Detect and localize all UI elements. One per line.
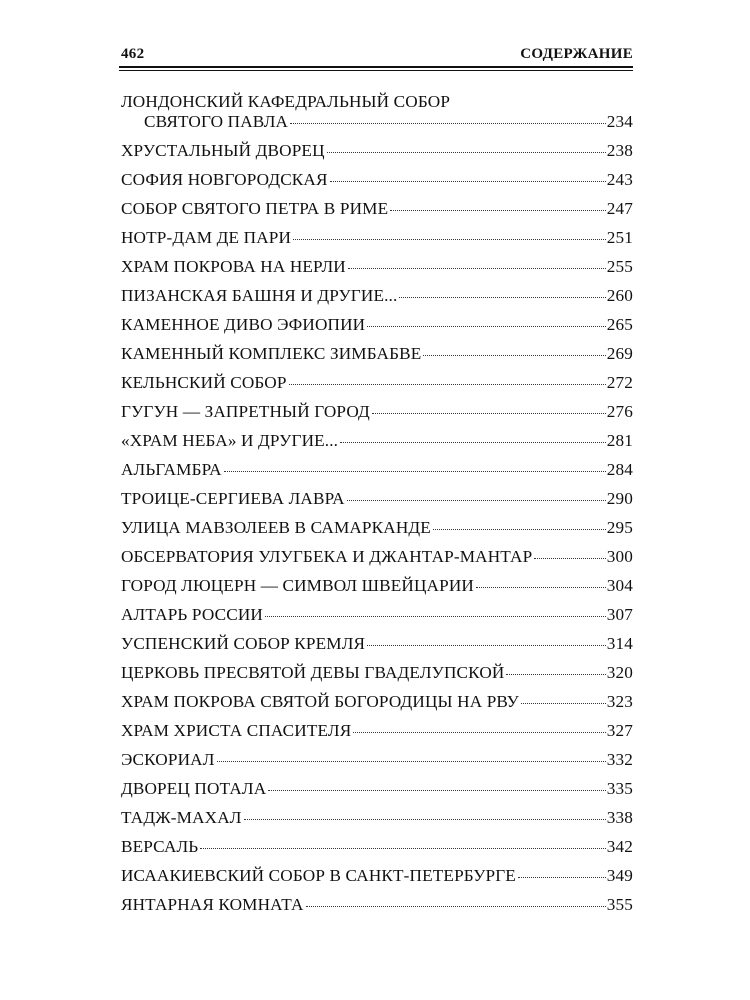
toc-entry-line [121, 634, 633, 654]
toc-entry-title: ЭСКОРИАЛ [121, 750, 215, 769]
toc-dot-leader [217, 760, 606, 762]
toc-dot-leader [367, 644, 606, 646]
toc-entry-title: ИСААКИЕВСКИЙ СОБОР В САНКТ-ПЕТЕРБУРГЕ [121, 866, 516, 885]
header-rule-thick [119, 66, 633, 68]
toc-entry-page: 304 [606, 576, 633, 595]
toc-entry [121, 286, 633, 306]
toc-entry-title: СОФИЯ НОВГОРОДСКАЯ [121, 170, 328, 189]
toc-dot-leader [244, 818, 606, 820]
toc-entry-page: 307 [606, 605, 633, 624]
toc-entry-page: 234 [606, 112, 633, 131]
toc-entry-page: 251 [606, 228, 633, 247]
toc-entry-line [121, 663, 633, 683]
toc-dot-leader [372, 412, 606, 414]
toc-entry-page: 260 [606, 286, 633, 305]
toc-entry [121, 808, 633, 828]
toc-dot-leader [293, 238, 606, 240]
toc-entry-line [121, 721, 633, 741]
toc-entry-line [121, 199, 633, 219]
toc-entry-page: 272 [606, 373, 633, 392]
toc-dot-leader [224, 470, 606, 472]
toc-dot-leader [330, 180, 606, 182]
toc-entry-title: ПИЗАНСКАЯ БАШНЯ И ДРУГИЕ... [121, 286, 398, 305]
toc-entry-title: ЯНТАРНАЯ КОМНАТА [121, 895, 304, 914]
toc-entry-page: 295 [606, 518, 633, 537]
toc-entry-page: 300 [606, 547, 633, 566]
table-of-contents [121, 92, 633, 915]
toc-entry-page: 265 [606, 315, 633, 334]
toc-dot-leader [306, 905, 606, 907]
toc-entry-title: КАМЕННОЕ ДИВО ЭФИОПИИ [121, 315, 366, 334]
toc-entry [121, 692, 633, 712]
toc-dot-leader [327, 151, 606, 153]
toc-dot-leader [340, 441, 606, 443]
toc-dot-leader [423, 354, 605, 356]
toc-dot-leader [518, 876, 606, 878]
toc-dot-leader [476, 586, 606, 588]
toc-entry-line [121, 750, 633, 770]
toc-entry-page: 255 [606, 257, 633, 276]
toc-entry-title: АЛЬГАМБРА [121, 460, 222, 479]
toc-dot-leader [367, 325, 606, 327]
toc-dot-leader [534, 557, 605, 559]
toc-dot-leader [200, 847, 605, 849]
toc-entry-line [121, 315, 633, 335]
toc-entry-line [121, 141, 633, 161]
toc-dot-leader [390, 209, 606, 211]
toc-entry [121, 779, 633, 799]
toc-entry-line [121, 779, 633, 799]
toc-entry [121, 547, 633, 567]
toc-entry-page: 314 [606, 634, 633, 653]
toc-entry-page: 281 [606, 431, 633, 450]
toc-entry-line [121, 605, 633, 625]
toc-entry-title: АЛТАРЬ РОССИИ [121, 605, 263, 624]
toc-entry [121, 431, 633, 451]
toc-entry [121, 199, 633, 219]
toc-entry-line [121, 402, 633, 422]
toc-entry-title: СВЯТОГО ПАВЛА [144, 112, 289, 131]
toc-entry-title: ВЕРСАЛЬ [121, 837, 199, 856]
toc-dot-leader [399, 296, 605, 298]
toc-entry-line [121, 373, 633, 393]
toc-entry [121, 866, 633, 886]
toc-entry-title: ХРАМ ПОКРОВА НА НЕРЛИ [121, 257, 346, 276]
toc-entry-page: 355 [606, 895, 633, 914]
toc-entry [121, 257, 633, 277]
toc-entry-title: КЕЛЬНСКИЙ СОБОР [121, 373, 287, 392]
toc-entry-line [121, 170, 633, 190]
toc-entry-title: НОТР-ДАМ ДЕ ПАРИ [121, 228, 292, 247]
toc-entry-line [121, 228, 633, 248]
toc-entry-line [121, 692, 633, 712]
toc-entry-line [121, 895, 633, 915]
running-title: СОДЕРЖАНИЕ [520, 46, 633, 62]
toc-entry-line [121, 286, 633, 306]
toc-entry-title: УСПЕНСКИЙ СОБОР КРЕМЛЯ [121, 634, 366, 653]
toc-entry-line [121, 431, 633, 451]
toc-entry-title: ХРАМ ХРИСТА СПАСИТЕЛЯ [121, 721, 352, 740]
toc-entry-page: 323 [606, 692, 633, 711]
toc-dot-leader [348, 267, 606, 269]
toc-entry-line [121, 547, 633, 567]
toc-dot-leader [268, 789, 606, 791]
toc-entry-page: 243 [606, 170, 633, 189]
toc-entry-line [121, 489, 633, 509]
toc-entry-page: 276 [606, 402, 633, 421]
toc-dot-leader [433, 528, 606, 530]
toc-entry-title: СОБОР СВЯТОГО ПЕТРА В РИМЕ [121, 199, 389, 218]
toc-entry-title: ХРУСТАЛЬНЫЙ ДВОРЕЦ [121, 141, 325, 160]
toc-entry-page: 238 [606, 141, 633, 160]
header-rule-thin [119, 70, 633, 71]
toc-entry-title: УЛИЦА МАВЗОЛЕЕВ В САМАРКАНДЕ [121, 518, 431, 537]
toc-entry-title: ОБСЕРВАТОРИЯ УЛУГБЕКА И ДЖАНТАР-МАНТАР [121, 547, 533, 566]
toc-entry [121, 489, 633, 509]
toc-entry-title: «ХРАМ НЕБА» И ДРУГИЕ... [121, 431, 339, 450]
toc-entry [121, 895, 633, 915]
toc-entry [121, 92, 633, 132]
toc-entry [121, 228, 633, 248]
toc-entry-title: ХРАМ ПОКРОВА СВЯТОЙ БОГОРОДИЦЫ НА РВУ [121, 692, 519, 711]
toc-entry-title: ДВОРЕЦ ПОТАЛА [121, 779, 267, 798]
toc-entry-line [121, 518, 633, 538]
toc-entry-page: 332 [606, 750, 633, 769]
toc-entry-line [121, 866, 633, 886]
toc-entry-title: ТАДЖ-МАХАЛ [121, 808, 242, 827]
toc-entry-page: 247 [606, 199, 633, 218]
toc-entry [121, 750, 633, 770]
toc-entry [121, 518, 633, 538]
toc-entry-title: КАМЕННЫЙ КОМПЛЕКС ЗИМБАБВЕ [121, 344, 422, 363]
toc-entry [121, 141, 633, 161]
toc-entry-title: ГОРОД ЛЮЦЕРН — СИМВОЛ ШВЕЙЦАРИИ [121, 576, 474, 595]
toc-entry-title: ТРОИЦЕ-СЕРГИЕВА ЛАВРА [121, 489, 345, 508]
toc-entry-line [121, 92, 633, 112]
toc-entry-page: 338 [606, 808, 633, 827]
toc-entry-title: ГУГУН — ЗАПРЕТНЫЙ ГОРОД [121, 402, 370, 421]
toc-entry [121, 170, 633, 190]
page-number: 462 [121, 46, 145, 62]
toc-dot-leader [290, 122, 606, 124]
toc-dot-leader [506, 673, 605, 675]
toc-dot-leader [521, 702, 606, 704]
toc-entry-page: 335 [606, 779, 633, 798]
toc-entry [121, 402, 633, 422]
toc-entry-line [121, 112, 633, 132]
page-header [121, 46, 633, 68]
toc-entry-line [121, 837, 633, 857]
toc-dot-leader [289, 383, 606, 385]
toc-entry-line [121, 808, 633, 828]
toc-entry-line [121, 460, 633, 480]
toc-entry-page: 290 [606, 489, 633, 508]
toc-entry [121, 721, 633, 741]
toc-entry-title: ЦЕРКОВЬ ПРЕСВЯТОЙ ДЕВЫ ГВАДЕЛУПСКОЙ [121, 663, 505, 682]
toc-entry-page: 349 [606, 866, 633, 885]
toc-entry [121, 460, 633, 480]
toc-entry [121, 373, 633, 393]
toc-dot-leader [347, 499, 606, 501]
toc-entry-page: 284 [606, 460, 633, 479]
toc-entry-line [121, 576, 633, 596]
toc-entry [121, 605, 633, 625]
toc-entry-page: 342 [606, 837, 633, 856]
toc-dot-leader [353, 731, 605, 733]
toc-entry [121, 837, 633, 857]
toc-entry-page: 320 [606, 663, 633, 682]
toc-entry-line [121, 344, 633, 364]
toc-entry [121, 315, 633, 335]
toc-dot-leader [265, 615, 606, 617]
toc-entry [121, 576, 633, 596]
toc-entry [121, 663, 633, 683]
toc-entry-page: 327 [606, 721, 633, 740]
toc-entry [121, 634, 633, 654]
toc-entry-line [121, 257, 633, 277]
toc-entry-page: 269 [606, 344, 633, 363]
toc-entry [121, 344, 633, 364]
toc-entry-title: ЛОНДОНСКИЙ КАФЕДРАЛЬНЫЙ СОБОР [121, 92, 451, 111]
